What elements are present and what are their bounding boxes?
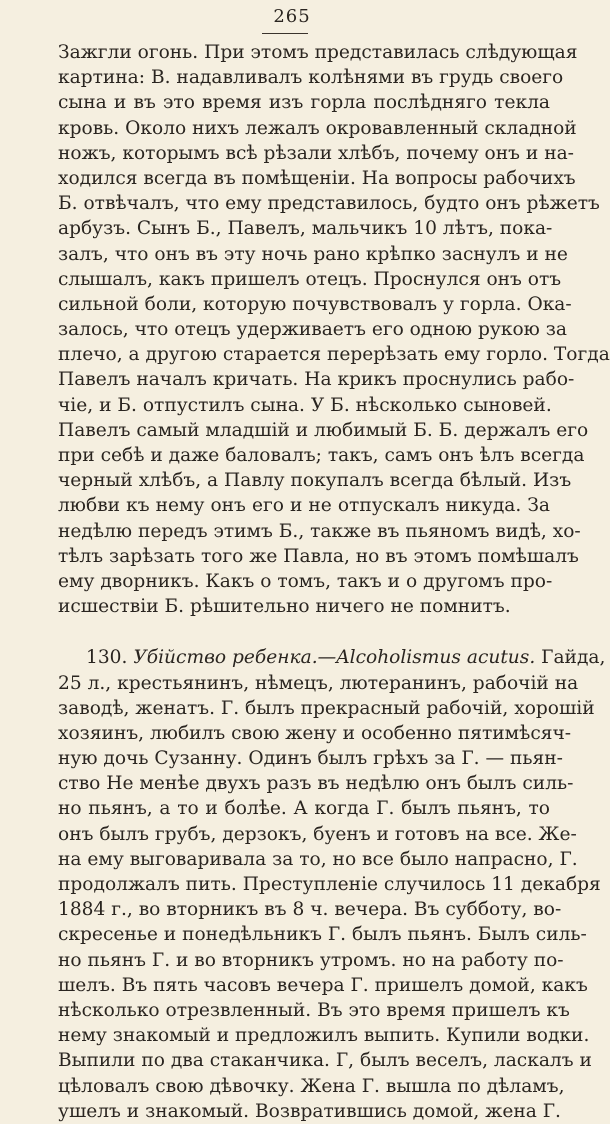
body-text [58,40,610,1124]
text-line: ножъ, которымъ всѣ рѣзали хлѣбъ, почему онъ и на- [58,142,574,164]
text-line: Павелъ самый младшій и любимый Б. Б. держалъ его [58,419,589,441]
text-line: любви къ нему онъ его и не отпускалъ никуда. За [58,495,550,517]
text-line: при себѣ и даже баловалъ; такъ, самъ онъ ѣлъ всегда [58,445,585,466]
text-line: плечо, а другою старается перерѣзать ему горло. Тогда [58,344,610,366]
page-number: 265 [273,6,311,27]
text-line: ушелъ и знакомый. Возвратившись домой, жена Г. [58,1100,561,1122]
text-line: картина: В. надавливалъ колѣнями въ грудь своего [58,67,564,89]
text-line: кровь. Около нихъ лежалъ окровавленный складной [58,117,577,139]
case-first-line-rest: Гайда, [541,647,606,669]
text-line: Выпили по два стаканчика. Г, былъ веселъ, ласкалъ и [58,1050,592,1072]
text-line: тѣлъ зарѣзать того же Павла, но въ этомъ помѣшалъ [58,545,579,567]
text-line: сильной боли, которую почувствовалъ у горла. Ока- [58,293,572,315]
paragraph-1 [58,40,610,619]
text-line: ему дворникъ. Какъ о томъ, такъ и о другомъ про- [58,570,553,592]
case-number: 130. [86,647,128,669]
text-line: но пьянъ Г. и во вторникъ утромъ. но на работу по- [58,949,564,971]
text-line: хозяинъ, любилъ свою жену и особенно пятимѣсяч- [58,722,572,744]
text-line: но пьянъ, а то и болѣе. А когда Г. былъ пьянъ, то [58,798,550,820]
text-line: 25 л., крестьянинъ, нѣмецъ, лютеранинъ, рабочій на [58,672,579,694]
text-line: нему знакомый и предложилъ выпить. Купили водки. [58,1025,590,1047]
text-line: заводѣ, женатъ. Г. былъ прекрасный рабочій, хорошій [58,697,595,719]
text-line: недѣлю передъ этимъ Б., также въ пьяномъ видѣ, хо- [58,520,581,542]
text-line: скресенье и понедѣльникъ Г. былъ пьянъ. Былъ силь- [58,924,587,946]
text-line: цѣловалъ свою дѣвочку. Жена Г. вышла по дѣламъ, [58,1075,565,1097]
text-line: черный хлѣбъ, а Павлу покупалъ всегда бѣлый. Изъ [58,470,572,492]
text-line: сына и въ это время изъ горла послѣдняго текла [58,92,550,114]
text-line: залъ, что онъ въ эту ночь рано крѣпко заснулъ и не [58,243,568,265]
text-line: шелъ. Въ пять часовъ вечера Г. пришелъ домой, какъ [58,974,588,996]
text-line: Б. отвѣчалъ, что ему представилось, будто онъ рѣжетъ [58,193,600,215]
text-line: продолжалъ пить. Преступленіе случилось 11 декабря [58,874,601,895]
text-line: слышалъ, какъ пришелъ отецъ. Проснулся онъ отъ [58,268,562,290]
text-line: нѣсколько отрезвленный. Въ это время пришелъ къ [58,999,570,1021]
case-heading-line [58,645,606,670]
text-line: залось, что отецъ удерживаетъ его одною рукою за [58,319,567,341]
text-line: ство Не менѣе двухъ разъ въ недѣлю онъ былъ силь- [58,773,574,795]
header-rule [262,33,308,34]
text-line: чіе, и Б. отпустилъ сына. У Б. нѣсколько сыновей. [58,394,552,416]
text-line: Зажгли огонь. При этомъ представилась слѣдующая [58,42,578,63]
paragraph-2 [58,671,601,1124]
text-line: исшествіи Б. рѣшительно ничего не помнитъ. [58,596,511,618]
text-line: арбузъ. Сынъ Б., Павелъ, мальчикъ 10 лѣтъ, пока- [58,218,553,240]
text-line: Павелъ началъ кричать. На крикъ проснулись рабо- [58,369,575,391]
text-line: 1884 г., во вторникъ въ 8 ч. вечера. Въ субботу, во- [58,899,562,921]
paragraph-gap [58,619,550,645]
text-line: ную дочь Сузанну. Одинъ былъ грѣхъ за Г. — пьян- [58,748,563,770]
case-title: Убійство ребенка.—Alcoholismus acutus. [133,647,536,669]
text-line: на ему выговаривала за то, но все было напрасно, Г. [58,848,578,870]
text-line: ходился всегда въ помѣщеніи. На вопросы рабочихъ [58,167,576,189]
text-line: онъ былъ грубъ, дерзокъ, буенъ и готовъ на все. Же- [58,823,577,845]
